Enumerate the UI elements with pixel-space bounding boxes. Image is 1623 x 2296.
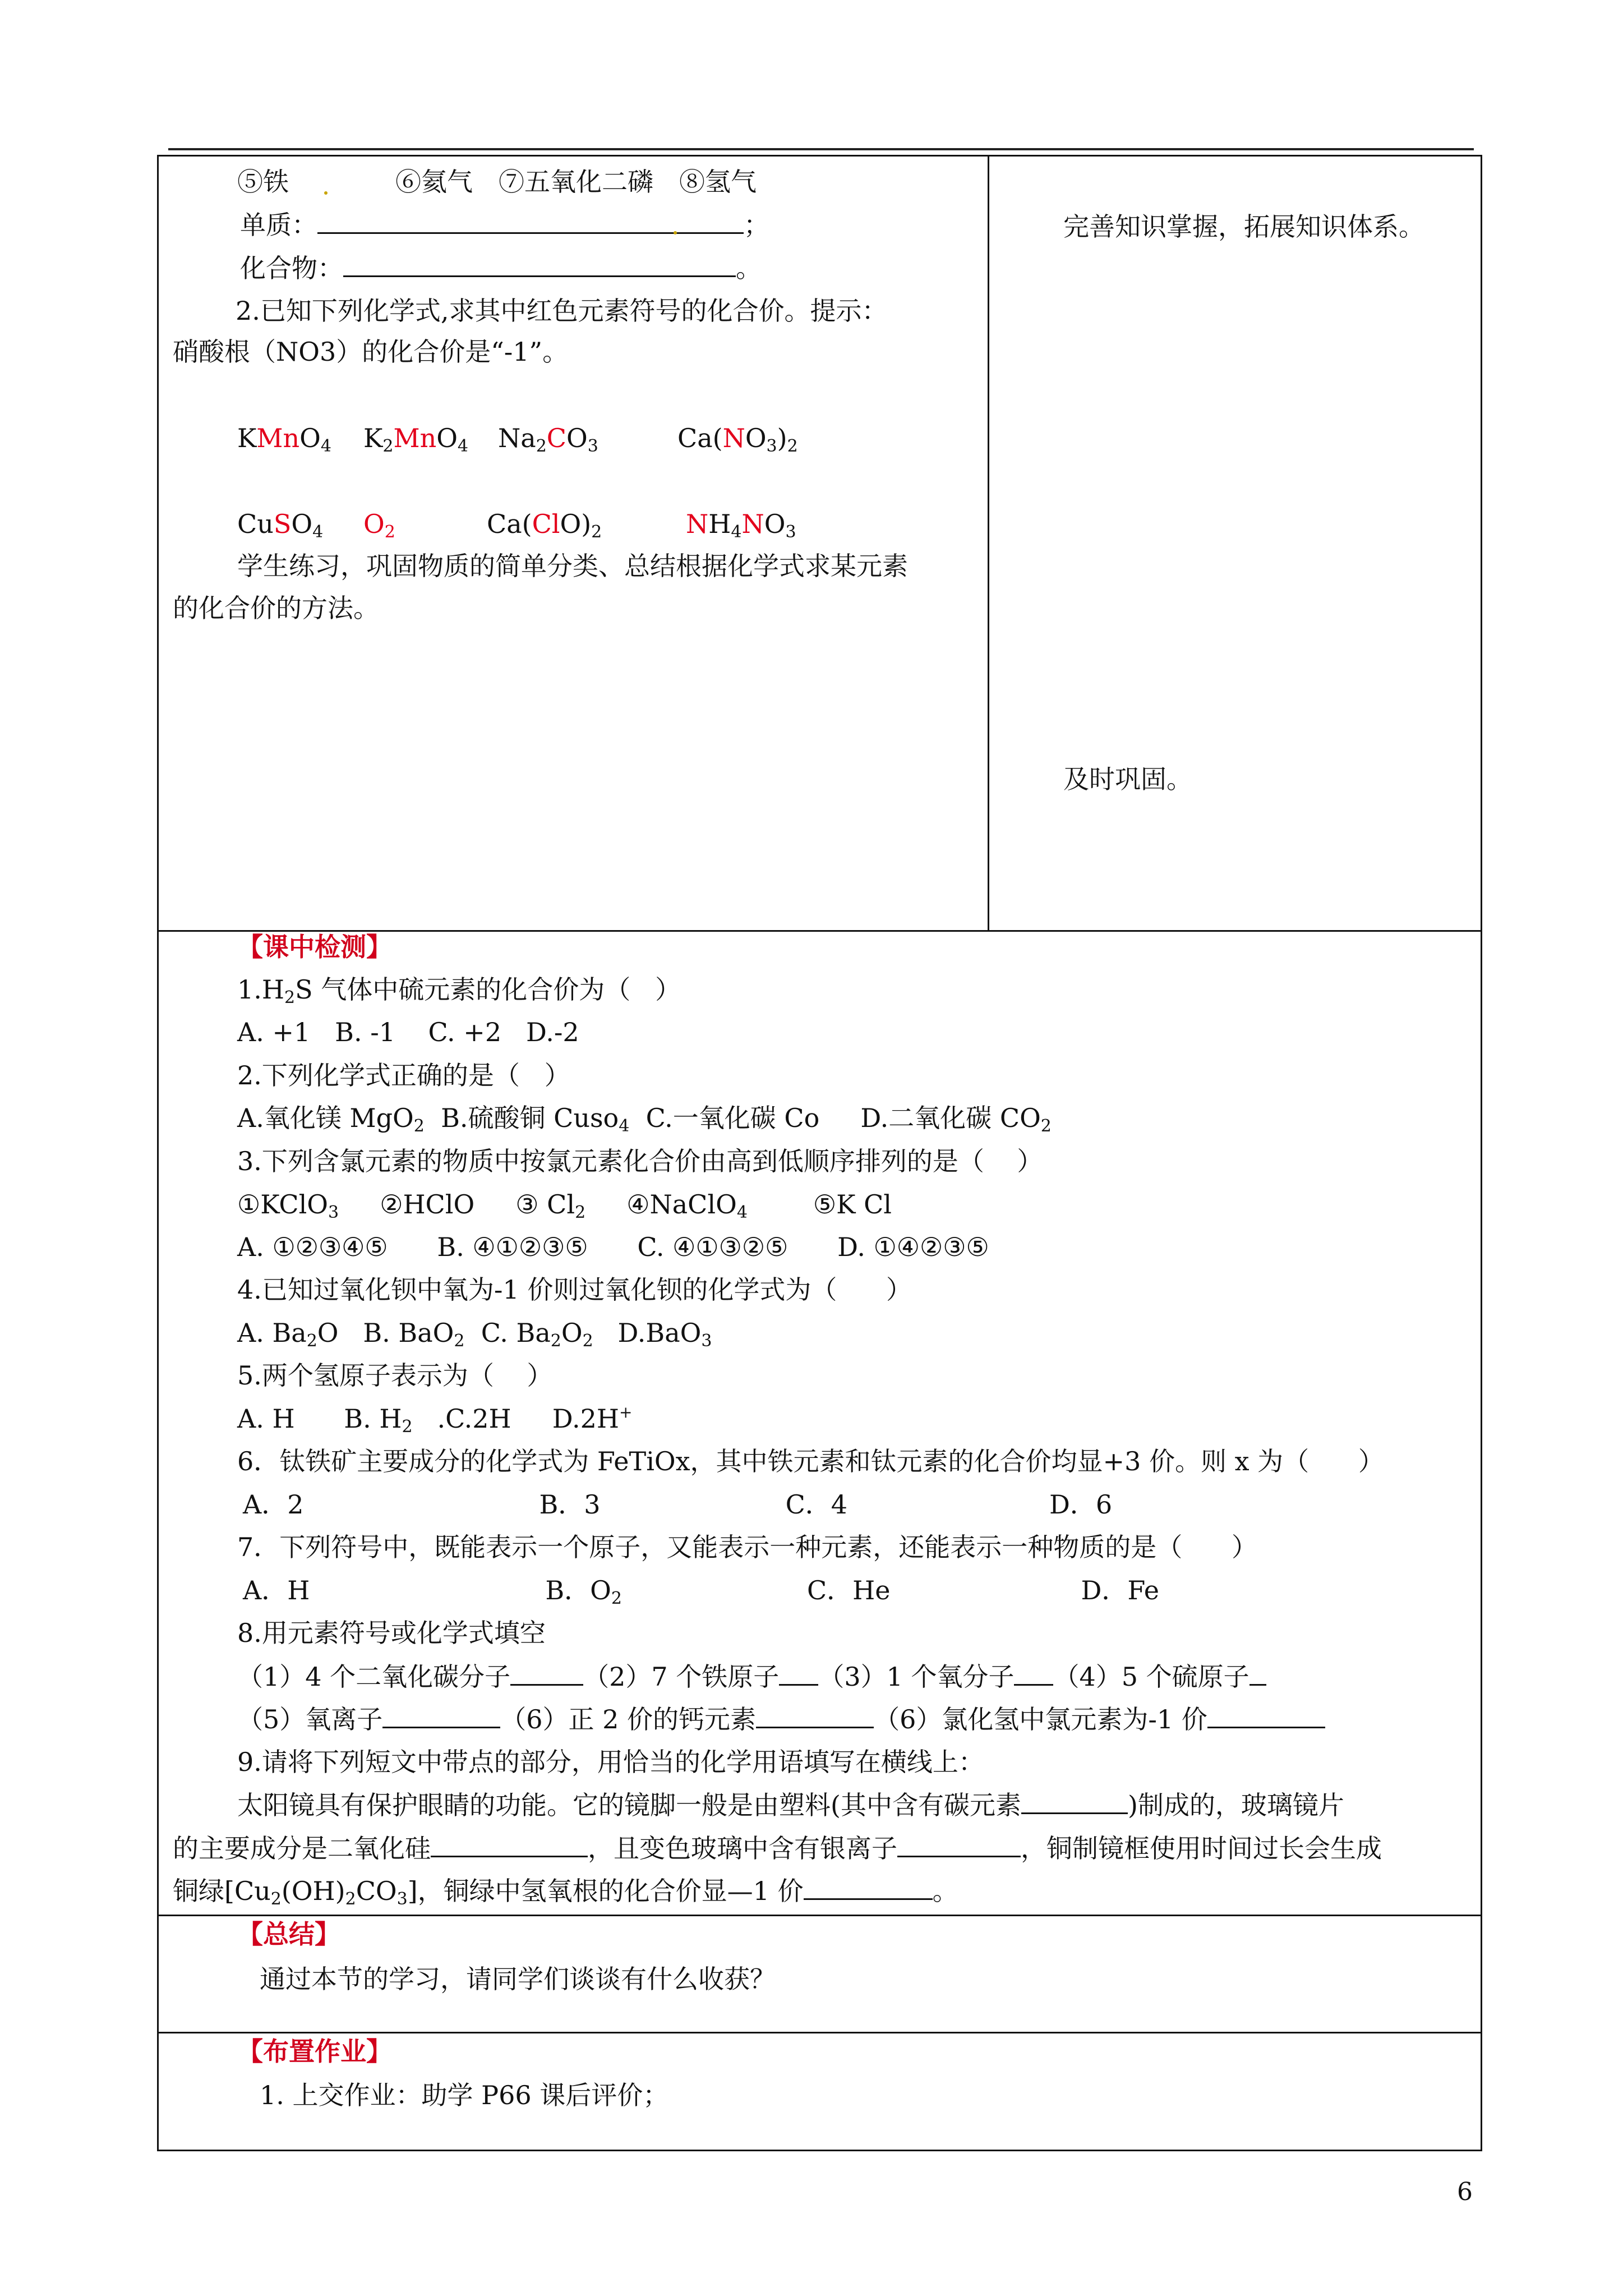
summary-text: 通过本节的学习，请同学们谈谈有什么收获？ [260,1964,776,1994]
lesson-table-section [157,155,1482,932]
test-q2: 2.下列化学式正确的是（ ） [237,1060,570,1091]
items-line: ⑤铁 ⑥氦气 ⑦五氧化二磷 ⑧氢气 [237,167,757,197]
test-q3-options: A. ①②③④⑤ B. ④①②③⑤ C. ④①③②⑤ D. ①④②③⑤ [237,1232,989,1262]
simple-substance-line: 单质： ； [240,208,769,242]
test-q5-options: A. H B. $H_2$ .C.2H D.2H+ [237,1403,633,1437]
formula-cuso4: CuSO$_4$ [237,509,324,542]
section-header-test: 【课中检测】 [237,932,392,962]
test-q8: 8.用元素符号或化学式填空 [237,1618,546,1648]
test-q9-line-2: 的主要成分是二氧化硅 ，且变色玻璃中含有银离子 ，铜制镜框使用时间过长会生成 [173,1831,1382,1865]
test-q5: 5.两个氢原子表示为（ ） [237,1360,553,1391]
simple-substance-blank [317,208,744,234]
test-q3-substances: ①KClO$_3$ ②HClO ③ $Cl_2$ ④NaClO$_4$ ⑤K Cl [237,1189,892,1222]
test-q7-options: A．H B．$O_2$ C．He D．Fe [243,1575,1160,1608]
practice-line-2: 的化合价的方法。 [173,593,379,623]
test-q3: 3.下列含氯元素的物质中按氯元素化合价由高到低顺序排列的是（ ） [237,1146,1043,1176]
test-q8-line-1: （1）4 个二氧化碳分子 （2）7 个铁原子 （3）1 个氧分子 （4）5 个硫原子 [237,1659,1266,1694]
compound-blank [343,251,736,277]
formula-o2: $O_2$ [363,509,395,542]
decorative-dot [324,191,328,195]
top-rule [168,148,1474,150]
formula-k2mno4: $K_2MnO_4$ [363,423,469,456]
decorative-dot [674,231,677,234]
section-header-summary: 【总结】 [237,1919,340,1949]
test-q9: 9.请将下列短文中带点的部分，用恰当的化学用语填写在横线上： [237,1747,984,1777]
question-2-line-1: 2.已知下列化学式,求其中红色元素符号的化合价。提示： [236,296,888,326]
test-q2-options: A.氧化镁 MgO$_2$ B.硫酸铜 Cuso$_4$ C.一氧化碳 Co D.二氧化碳 $CO_2$ [237,1103,1052,1136]
formula-kmno4: KMnO$_4$ [237,423,331,456]
test-q6: 6．钛铁矿主要成分的化学式为 FeTiOx，其中铁元素和钛元素的化合价均显+3 价。则 x 为（ ） [237,1446,1384,1476]
practice-line-1: 学生练习，巩固物质的简单分类、总结根据化学式求某元素 [237,551,908,581]
test-q8-line-2: （5）氧离子 （6）正 2 价的钙元素 （6）氯化氢中氯元素为-1 价 [237,1702,1325,1736]
column-divider [988,157,989,930]
test-q4-options: A. $Ba_2O$ B. BaO$_2$ C. $Ba_2O_2$ D.BaO$_3$ [237,1318,712,1351]
question-2-line-2: 硝酸根（NO3）的化合价是“-1”。 [173,337,569,367]
test-q7: 7．下列符号中，既能表示一个原子，又能表示一种元素，还能表示一种物质的是（ ） [237,1532,1257,1562]
compound-line: 化合物： 。 [240,251,762,285]
test-q4: 4.已知过氧化钡中氧为-1 价则过氧化钡的化学式为（ ） [237,1274,912,1305]
test-q6-options: A．2 B．3 C．4 D．6 [243,1489,1113,1520]
design-note-2: 及时巩固。 [1063,764,1192,794]
formula-na2co3: $Na_2CO_3$ [498,423,598,456]
formula-ca-clo-2: $Ca(ClO)_2$ [487,509,602,542]
homework-text: 1. 上交作业：助学 P66 课后评价； [260,2080,669,2110]
page-number: 6 [1457,2178,1473,2206]
in-class-test-section [157,930,1482,1916]
test-q9-line-3: 铜绿$[Cu_2(OH)_2CO_3]$，铜绿中氢氧根的化合价显—1 价 。 [173,1874,958,1908]
test-q1: $1.H_2S$ 气体中硫元素的化合价为（ ） [237,974,681,1007]
section-header-homework: 【布置作业】 [237,2036,392,2067]
design-note-1: 完善知识掌握，拓展知识体系。 [1063,211,1424,242]
test-q9-line-1: 太阳镜具有保护眼睛的功能。它的镜脚一般是由塑料(其中含有碳元素 )制成的，玻璃镜片 [237,1788,1344,1822]
summary-section [157,1915,1482,2033]
formula-ca-no3-2: $Ca(NO_3)_2$ [677,423,798,456]
test-q1-options: A. +1 B. -1 C. +2 D.-2 [237,1017,579,1047]
formula-nh4no3: $NH_4NO_3$ [686,509,796,542]
homework-section [157,2032,1482,2151]
